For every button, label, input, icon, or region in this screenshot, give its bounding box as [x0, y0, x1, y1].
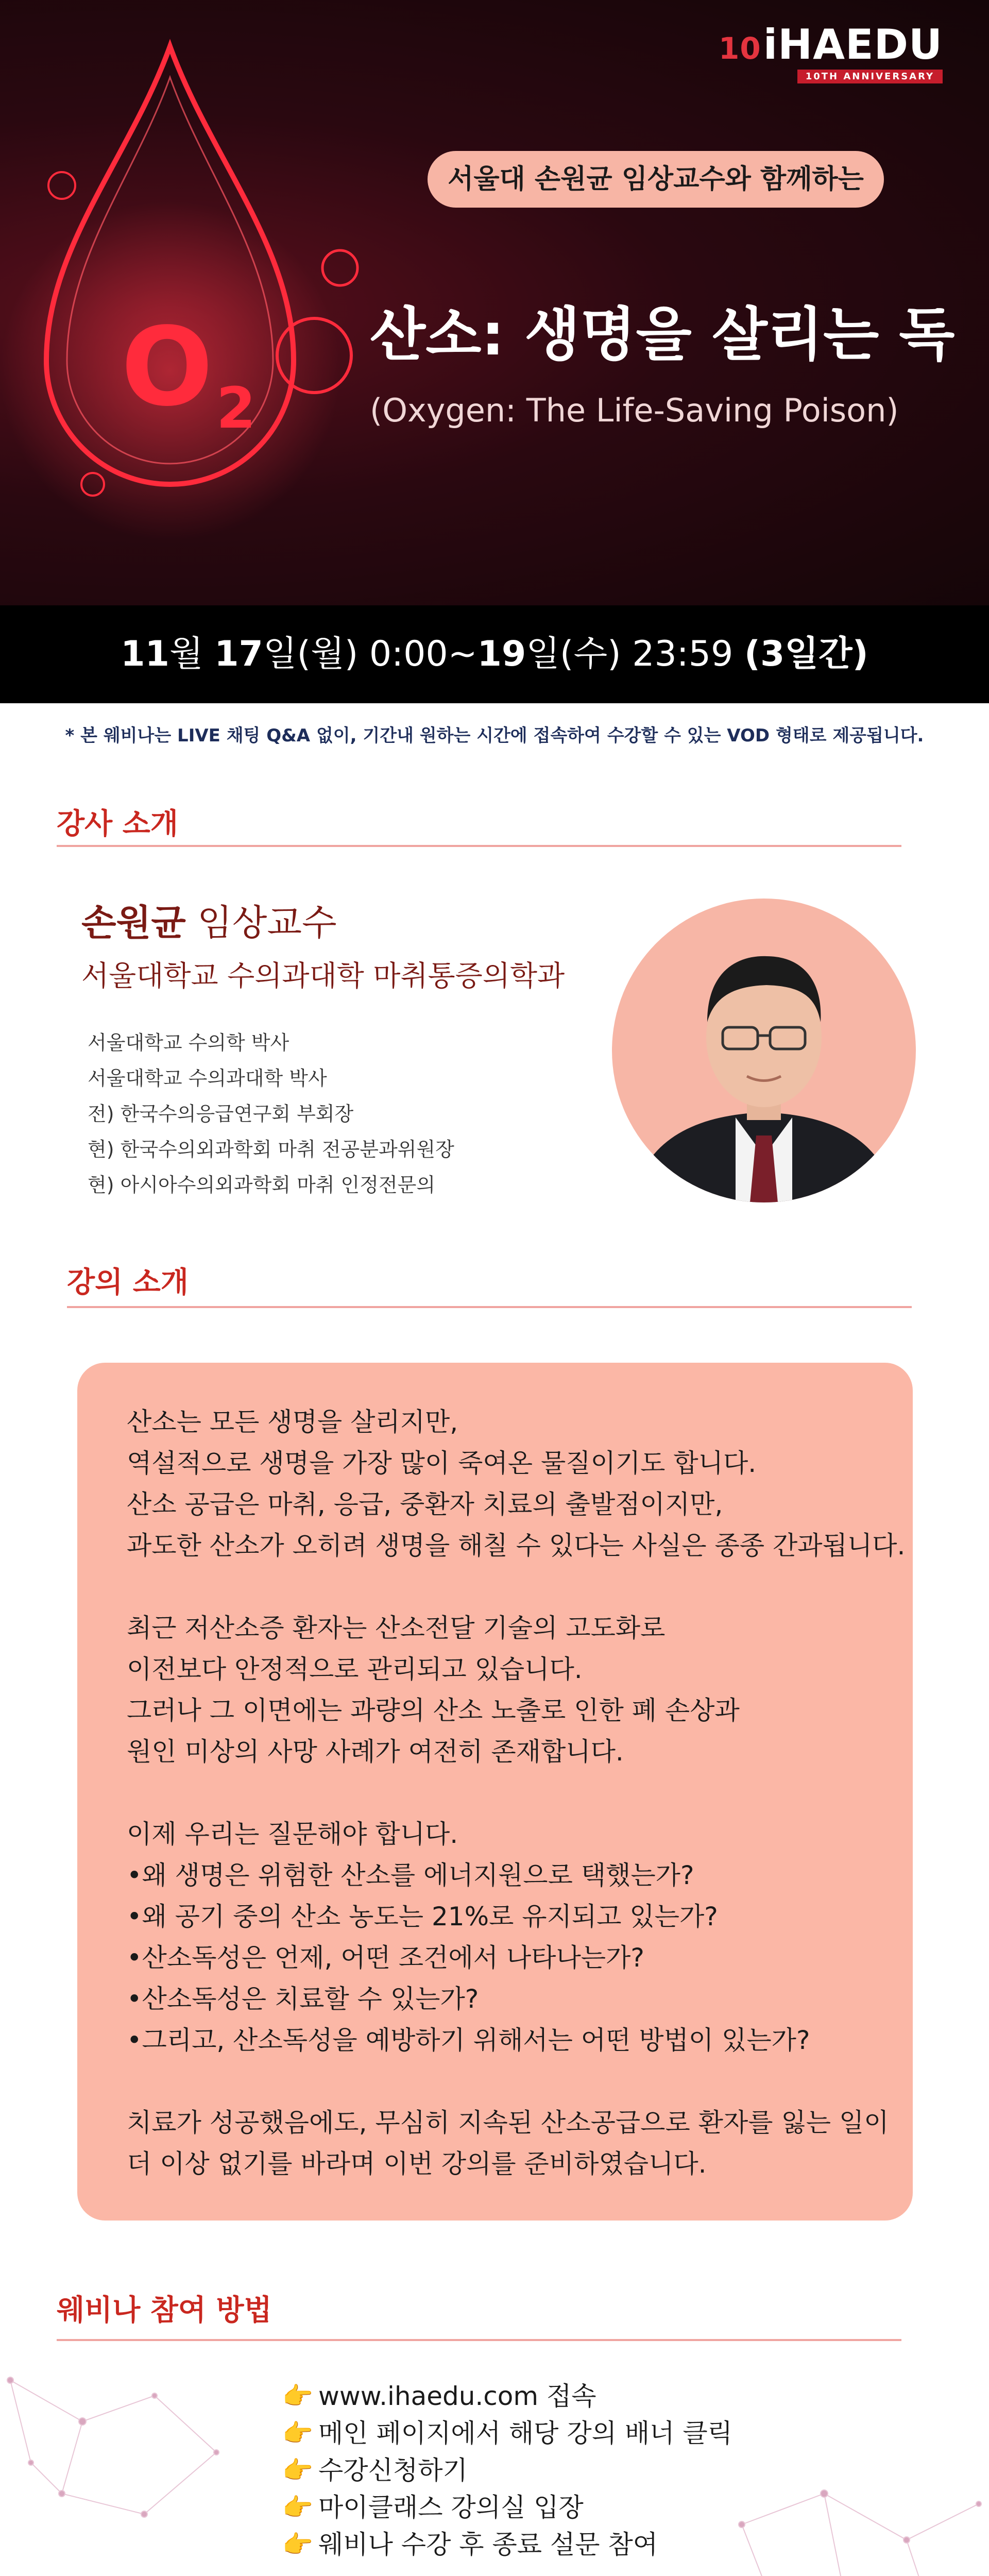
pointing-hand-icon: 👉 [282, 2493, 313, 2522]
network-decoration-right [721, 2463, 989, 2576]
career-item: 서울대학교 수의과대학 박사 [88, 1067, 327, 1090]
step-item [282, 2526, 732, 2563]
question-item: •왜 생명은 위험한 산소를 에너지원으로 택했는가? [127, 1860, 694, 1890]
brand-logo[interactable] [719, 21, 943, 83]
divider [57, 845, 901, 847]
lecture-description [127, 1401, 905, 2184]
pointing-hand-icon: 👉 [282, 2382, 313, 2411]
lecture-line: 산소 공급은 마취, 응급, 중환자 치료의 출발점이지만, [127, 1489, 723, 1519]
divider [57, 2339, 901, 2341]
career-item: 전) 한국수의응급연구회 부회장 [88, 1103, 354, 1125]
lecture-subtitle: (Oxygen: The Life-Saving Poison) [370, 392, 899, 429]
instructor-career-list [88, 1025, 454, 1203]
lecture-line: 역설적으로 생명을 가장 많이 죽여온 물질이기도 합니다. [127, 1448, 757, 1478]
lecture-line: 더 이상 없기를 바라며 이번 강의를 준비하였습니다. [127, 2149, 707, 2179]
step-item [282, 2452, 732, 2489]
pointing-hand-icon: 👉 [282, 2419, 313, 2448]
logo-text: iHAEDU [763, 21, 943, 69]
date-day-start: 17 [214, 634, 263, 674]
question-item: •산소독성은 치료할 수 있는가? [127, 1984, 479, 2014]
step-item [282, 2489, 732, 2526]
career-item: 현) 한국수의외과학회 마취 전공분과위원장 [88, 1138, 454, 1161]
lecture-line: 치료가 성공했음에도, 무심히 지속된 산소공급으로 환자를 잃는 일이 [127, 2108, 889, 2138]
lecture-line: 과도한 산소가 오히려 생명을 해칠 수 있다는 사실은 종종 간과됩니다. [127, 1531, 906, 1561]
question-item: •왜 공기 중의 산소 농도는 21%로 유지되고 있는가? [127, 1902, 718, 1931]
pointing-hand-icon: 👉 [282, 2456, 313, 2485]
hero-banner [0, 0, 989, 605]
instructor-role: 임상교수 [185, 902, 337, 944]
step-text: 메인 페이지에서 해당 강의 배너 클릭 [318, 2418, 732, 2448]
lecture-paragraph [127, 1401, 905, 1566]
step-text: 수강신청하기 [318, 2455, 468, 2485]
date-text-1: 월 [169, 634, 215, 674]
step-text[interactable]: www.ihaedu.com 접속 [318, 2381, 596, 2411]
schedule-bar [0, 605, 989, 703]
lecture-paragraph [127, 2102, 905, 2184]
lecture-paragraph [127, 1607, 905, 1772]
pointing-hand-icon: 👉 [282, 2530, 313, 2559]
lecture-line: 그러나 그 이면에는 과량의 산소 노출로 인한 폐 손상과 [127, 1696, 740, 1725]
step-item [282, 2415, 732, 2452]
question-item: •그리고, 산소독성을 예방하기 위해서는 어떤 방법이 있는가? [127, 2025, 810, 2055]
instructor-photo [612, 899, 916, 1202]
o2-subscript: 2 [216, 375, 256, 441]
divider [67, 1306, 912, 1308]
date-duration: (3일간) [744, 634, 868, 674]
instructor-department: 서울대학교 수의과대학 마취통증의학과 [81, 959, 565, 992]
question-item: •산소독성은 언제, 어떤 조건에서 나타나는가? [127, 1943, 644, 1973]
lecture-title: 산소: 생명을 살리는 독 [370, 301, 955, 368]
instructor-name-text: 손원균 [81, 902, 186, 944]
lecture-heading: 강의 소개 [67, 1266, 189, 1299]
career-item: 서울대학교 수의학 박사 [88, 1031, 289, 1054]
logo-prefix: 10 [718, 31, 761, 66]
webinar-steps [282, 2378, 732, 2563]
step-text: 웨비나 수강 후 종료 설문 참여 [318, 2530, 658, 2560]
step-item [282, 2378, 732, 2415]
webinar-heading: 웨비나 참여 방법 [57, 2294, 272, 2327]
o2-symbol: O [121, 304, 213, 430]
lecture-line: 최근 저산소증 환자는 산소전달 기술의 고도화로 [127, 1613, 666, 1643]
instructor-name [81, 894, 337, 946]
date-day-end: 19 [477, 634, 526, 674]
vod-notice: * 본 웨비나는 LIVE 채팅 Q&A 없이, 기간내 원하는 시간에 접속하여 수강할 수 있는 VOD 형태로 제공됩니다. [65, 725, 924, 746]
date-month: 11 [121, 634, 169, 674]
oxygen-drop-illustration [0, 0, 391, 605]
date-text-2: 일(월) 0:00~ [263, 634, 478, 674]
instructor-pill: 서울대 손원균 임상교수와 함께하는 [428, 151, 884, 208]
career-item: 현) 아시아수의외과학회 마취 인정전문의 [88, 1174, 436, 1196]
instructor-portrait [612, 899, 916, 1202]
date-text-3: 일(수) 23:59 [526, 634, 744, 674]
lecture-line: 원인 미상의 사망 사례가 여전히 존재합니다. [127, 1737, 624, 1767]
lecture-line: 이전보다 안정적으로 관리되고 있습니다. [127, 1654, 583, 1684]
step-text: 마이클래스 강의실 입장 [318, 2493, 584, 2522]
anniversary-badge: 10TH ANNIVERSARY [797, 70, 943, 83]
instructor-heading: 강사 소개 [57, 807, 178, 841]
lecture-line: 이제 우리는 질문해야 합니다. [127, 1819, 458, 1849]
network-decoration-left [0, 2349, 247, 2566]
lecture-paragraph [127, 1814, 905, 2061]
lecture-line: 산소는 모든 생명을 살리지만, [127, 1407, 458, 1437]
